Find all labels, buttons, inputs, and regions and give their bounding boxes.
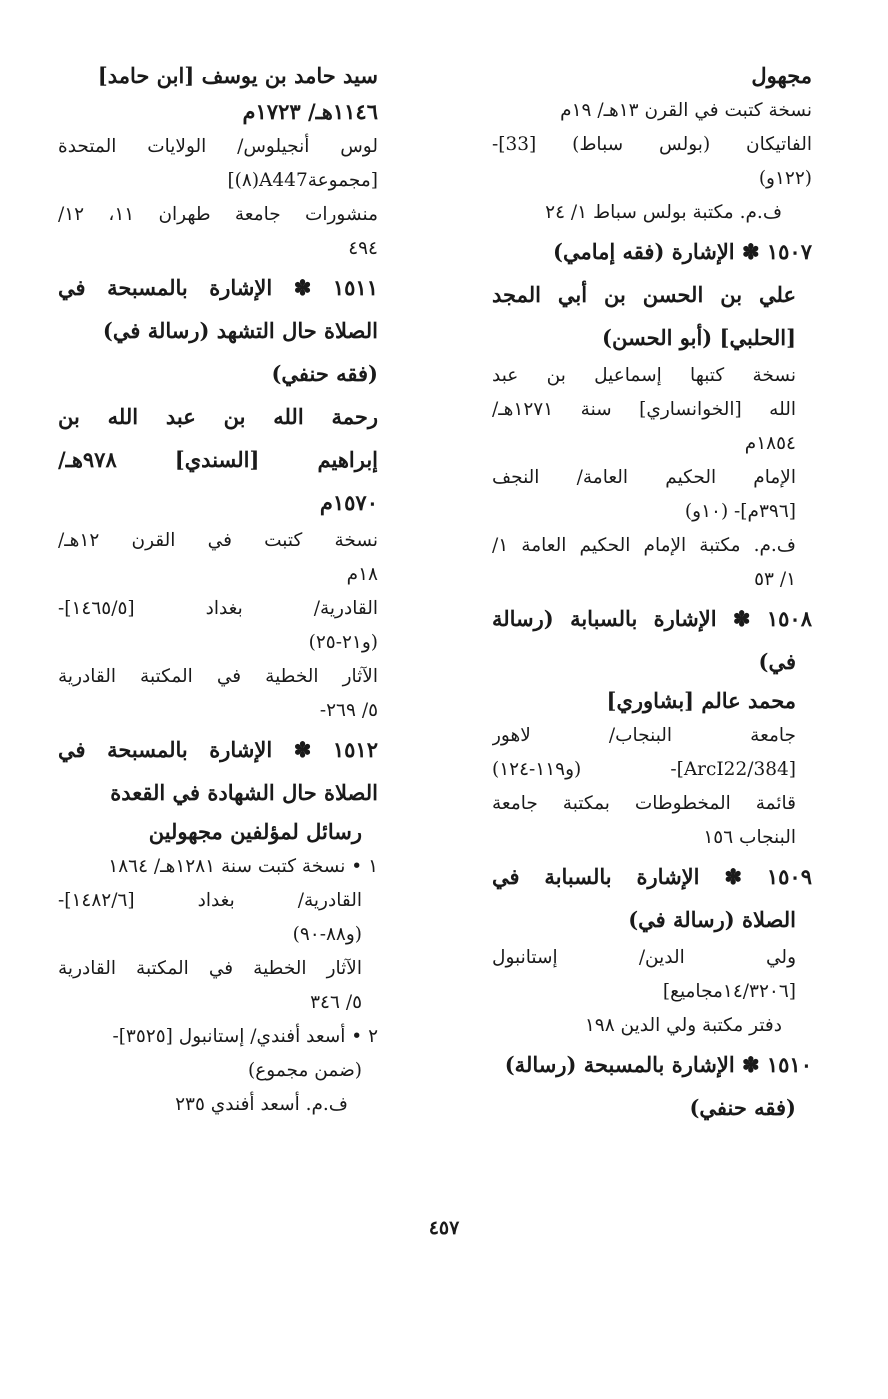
right-column-line: الفاتيكان (بولس سباط) [33]- (492, 134, 812, 155)
right-column-line: الإمام الحكيم العامة/ النجف (492, 467, 796, 488)
left-column-line: منشورات جامعة طهران ١١، ١٢/ (58, 204, 378, 225)
left-column-line: نسخة كتبت في القرن ١٢هـ/ (58, 530, 378, 551)
right-column-line: قائمة المخطوطات بمكتبة جامعة (492, 793, 796, 814)
left-column-line: القادرية/ بغداد [١٤٨٢/٦]- (58, 890, 362, 911)
left-column-line: ١٥١٢ ✽ الإشارة بالمسبحة في (58, 737, 378, 762)
left-column-line: ٥/ ٣٤٦ (310, 992, 362, 1013)
right-column-line: نسخة كتبت في القرن ١٣هـ/ ١٩م (560, 100, 812, 121)
left-column-line: الآثار الخطية في المكتبة القادرية (58, 958, 362, 979)
left-column-line: ٥/ ٢٦٩- (319, 700, 378, 721)
right-column-line: [ArcI22/384]- (و١١٩-١٢٤) (492, 759, 796, 780)
right-column-line: مجهول (751, 63, 812, 88)
left-column-line: ٢ • أسعد أفندي/ إستانبول [٣٥٢٥]- (112, 1026, 378, 1047)
right-column-line: [٣٩٦م]- (١٠و) (684, 501, 796, 522)
right-column-line: (فقه حنفي) (689, 1095, 796, 1120)
left-column-line: ١٨م (346, 564, 378, 585)
left-column-line: القادرية/ بغداد [١٤٦٥/٥]- (58, 598, 378, 619)
left-column-line: رحمة الله بن عبد الله بن (58, 404, 378, 429)
right-column-line: ١٥٠٩ ✽ الإشارة بالسبابة في (492, 864, 812, 889)
right-column-line: دفتر مكتبة ولي الدين ١٩٨ (584, 1015, 782, 1036)
right-column-line: ١٥٠٧ ✽ الإشارة (فقه إمامي) (553, 239, 812, 264)
left-column-line: الصلاة حال الشهادة في القعدة (110, 780, 378, 805)
left-column-line: رسائل لمؤلفين مجهولين (148, 819, 362, 844)
left-column-line: ف.م. أسعد أفندي ٢٣٥ (175, 1094, 348, 1115)
right-column-line: ١٥٠٨ ✽ الإشارة بالسبابة (رسالة (492, 606, 812, 631)
right-column-line: ف.م. مكتبة بولس سباط ١/ ٢٤ (545, 202, 782, 223)
right-column-line: جامعة البنجاب/ لاهور (492, 725, 796, 746)
right-column-line: ولي الدين/ إستانبول (492, 947, 796, 968)
right-column-line: الصلاة (رسالة في) (628, 907, 796, 932)
left-column-line: (و٢١-٢٥) (308, 632, 378, 653)
right-column-line: البنجاب ١٥٦ (703, 827, 796, 848)
left-column-line: ١١٤٦هـ/ ١٧٢٣م (242, 99, 378, 124)
left-column-line: الآثار الخطية في المكتبة القادرية (58, 666, 378, 687)
right-column-line: ١٥١٠ ✽ الإشارة بالمسبحة (رسالة) (504, 1052, 812, 1077)
left-column-line: [مجموعةA447(٨)] (227, 170, 378, 191)
left-column-line: ٤٩٤ (348, 238, 378, 259)
left-column-line: ١ • نسخة كتبت سنة ١٢٨١هـ/ ١٨٦٤ (108, 856, 378, 877)
right-column-line: ف.م. مكتبة الإمام الحكيم العامة ١/ (492, 535, 796, 556)
right-column-line: ١٨٥٤م (744, 433, 796, 454)
right-column-line: علي بن الحسن بن أبي المجد (492, 282, 796, 307)
left-column-line: سيد حامد بن يوسف [ابن حامد] (97, 63, 378, 88)
right-column-line: [الحلبي] (أبو الحسن) (602, 325, 796, 350)
left-column-line: لوس أنجيلوس/ الولايات المتحدة (58, 136, 378, 157)
right-column (492, 58, 812, 1129)
right-column-line: في) (758, 649, 796, 674)
left-column-line: (ضمن مجموع) (248, 1060, 362, 1081)
left-column-line: ١٥٧٠م (319, 490, 378, 515)
right-column-line: (١٢٢و) (758, 168, 812, 189)
left-column-line: الصلاة حال التشهد (رسالة في) (102, 318, 378, 343)
right-column-line: الله [الخوانساري] سنة ١٢٧١هـ/ (492, 399, 796, 420)
right-column-line: نسخة كتبها إسماعيل بن عبد (492, 365, 796, 386)
right-column-line: ١/ ٥٣ (754, 569, 796, 590)
left-column-line: (و٨٨-٩٠) (292, 924, 362, 945)
page-number: ٤٥٧ (428, 1217, 460, 1239)
right-column-line: [١٤/٣٢٠٦مجاميع] (662, 981, 796, 1002)
left-column (58, 58, 378, 1122)
left-column-line: ١٥١١ ✽ الإشارة بالمسبحة في (58, 275, 378, 300)
left-column-line: إبراهيم [السندي] ٩٧٨هـ/ (58, 447, 378, 472)
right-column-line: محمد عالم [بشاوري] (606, 688, 796, 713)
left-column-line: (فقه حنفي) (271, 361, 378, 386)
